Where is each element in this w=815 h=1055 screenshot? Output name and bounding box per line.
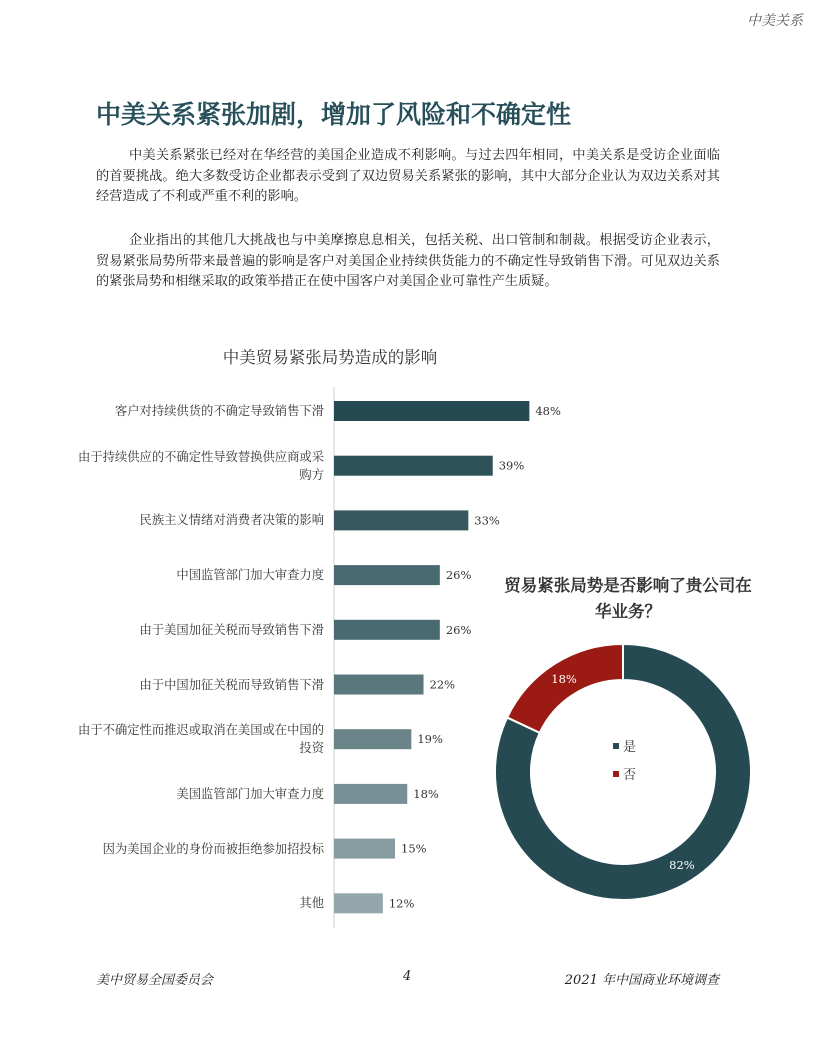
donut-slice-否 — [507, 644, 623, 733]
bar-value-label-6: 22% — [429, 677, 456, 692]
footer-report-title: 2021 年中国商业环境调查 — [564, 973, 719, 988]
bar-1 — [334, 401, 529, 421]
bar-category-label-3: 民族主义情绪对消费者决策的影响 — [139, 513, 324, 528]
bar-value-label-9: 15% — [401, 841, 427, 856]
bar-chart-title: 中美贸易紧张局势造成的影响 — [222, 348, 438, 367]
body-paragraph-1: 中美关系紧张已经对在华经营的美国企业造成不利影响。与过去四年相同，中美关系是受访企业面临的首要挑战。绝大多数受访企业都表示受到了双边贸易关系紧张的影响，其中大部分企业认为双边关系对其经营造成了不利或严重不利的影响。 — [96, 148, 720, 204]
bar-6 — [334, 675, 424, 695]
legend-label-1: 是 — [623, 740, 637, 755]
legend-marker-2 — [613, 771, 619, 777]
bar-value-label-2: 39% — [498, 458, 525, 473]
bar-value-label-5: 26% — [445, 622, 472, 637]
bar-3 — [334, 510, 468, 530]
running-header: 中美关系 — [747, 13, 803, 29]
page-title: 中美关系紧张加剧，增加了风险和不确定性 — [96, 100, 572, 129]
donut-value-label-1: 82% — [669, 857, 695, 872]
bar-category-label-9: 因为美国企业的身份而被拒绝参加招投标 — [102, 841, 324, 856]
body-paragraph-2: 企业指出的其他几大挑战也与中美摩擦息息相关，包括关税、出口管制和制裁。根据受访企业表示，贸易紧张局势所带来最普遍的影响是客户对美国企业持续供货能力的不确定性导致销售下滑。可见双边关系的紧张局势和相继采取的政策举措正在使中国客户对美国企业可靠性产生质疑。 — [96, 233, 720, 289]
bar-category-label-2: 由于持续供应的不确定性导致替换供应商或采购方 — [78, 449, 324, 482]
footer-page-number: 4 — [403, 969, 412, 984]
bar-category-label-7: 由于不确定性而推迟或取消在美国或在中国的投资 — [78, 723, 324, 756]
bar-9 — [334, 839, 395, 859]
donut-chart — [492, 641, 757, 906]
bar-category-label-1: 客户对持续供货的不确定导致销售下滑 — [114, 404, 324, 418]
bar-7 — [334, 729, 411, 749]
donut-chart-title: 贸易紧张局势是否影响了贵公司在华业务？ — [504, 576, 752, 621]
bar-value-label-8: 18% — [413, 786, 439, 801]
bar-category-label-5: 由于美国加征关税而导致销售下滑 — [139, 622, 324, 637]
bar-4 — [334, 565, 440, 585]
bar-10 — [334, 893, 383, 913]
bar-value-label-10: 12% — [388, 896, 415, 911]
legend-label-2: 否 — [623, 768, 637, 783]
bar-8 — [334, 784, 407, 804]
bar-2 — [334, 456, 493, 476]
bar-category-label-8: 美国监管部门加大审查力度 — [176, 786, 324, 801]
donut-value-label-2: 18% — [551, 672, 577, 687]
footer-organization: 美中贸易全国委员会 — [96, 973, 214, 988]
bar-category-label-4: 中国监管部门加大审查力度 — [176, 568, 324, 583]
bar-value-label-1: 48% — [535, 404, 561, 418]
bar-category-label-6: 由于中国加征关税而导致销售下滑 — [139, 677, 324, 692]
bar-value-label-4: 26% — [445, 568, 472, 583]
bar-category-label-10: 其他 — [299, 896, 324, 911]
legend-marker-1 — [613, 743, 619, 749]
bar-value-label-7: 19% — [417, 732, 443, 747]
bar-value-label-3: 33% — [474, 513, 500, 528]
bar-5 — [334, 620, 440, 640]
